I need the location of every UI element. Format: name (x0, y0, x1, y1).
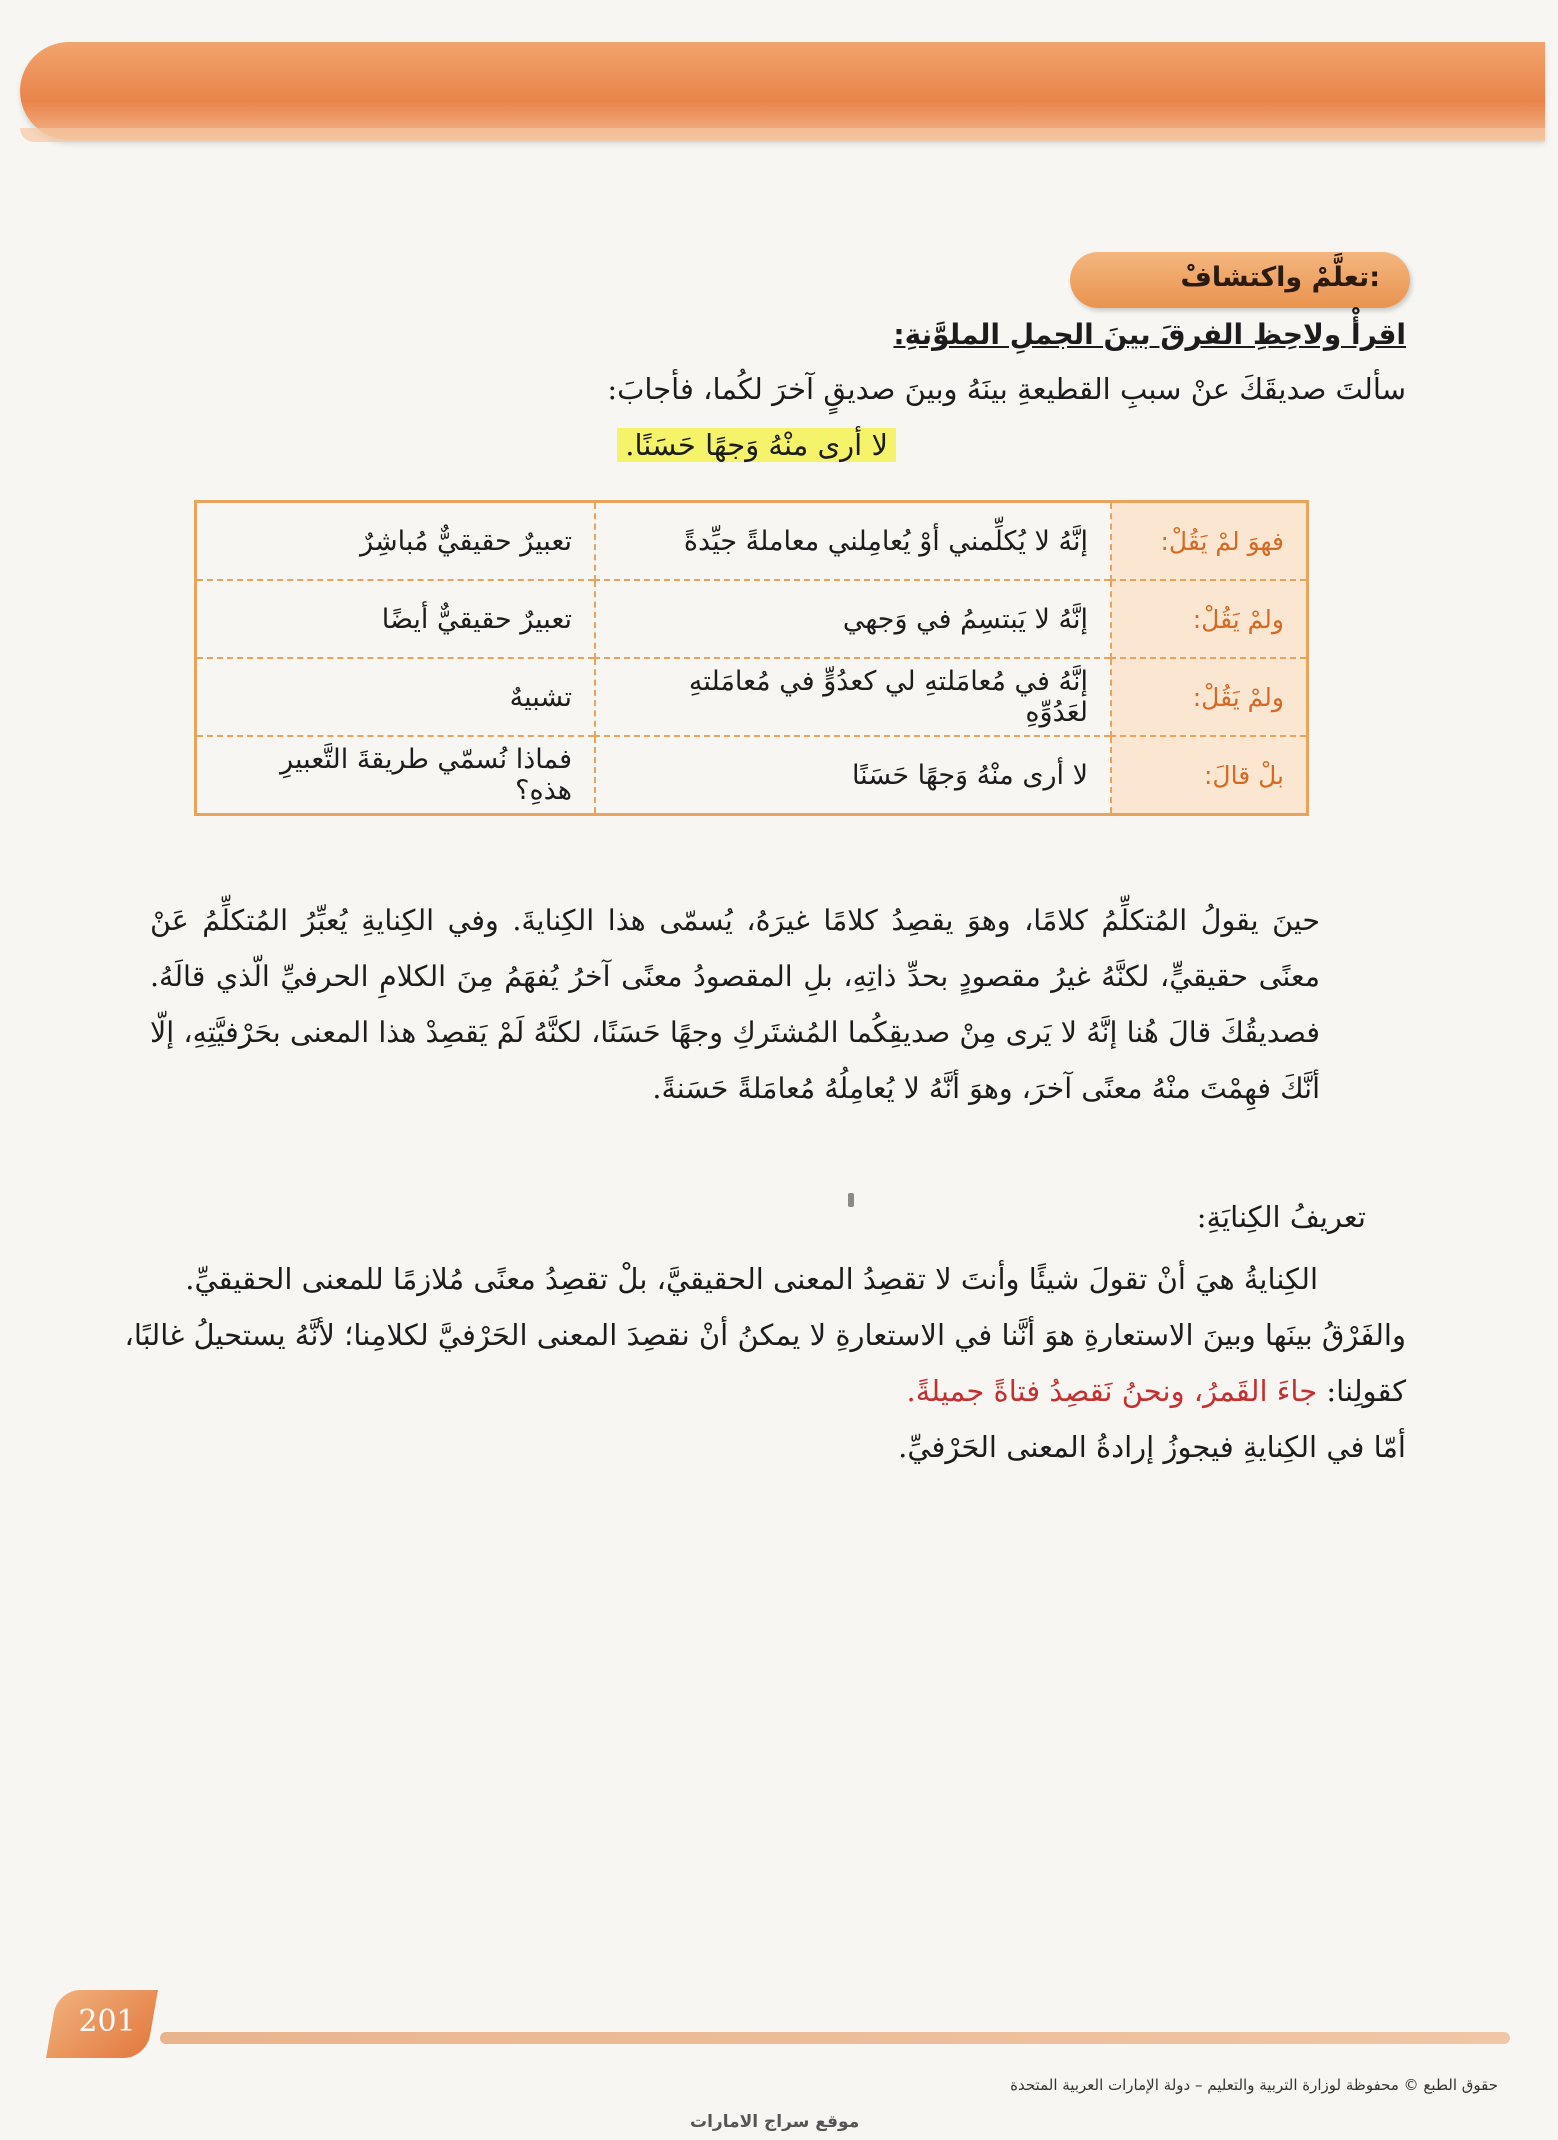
comparison-table (194, 500, 1309, 816)
example-prefix: كقولِنا: (1326, 1374, 1406, 1408)
row-label: ولمْ يَقُلْ: (1111, 658, 1308, 736)
site-name: موقع سراج الامارات (690, 2112, 860, 2132)
row-label: فهوَ لمْ يَقُلْ: (1111, 502, 1308, 581)
stray-mark (848, 1193, 854, 1207)
definition-line-4: أمّا في الكِنايةِ فيجوزُ إرادةُ المعنى الحَرْفيِّ. (898, 1430, 1406, 1464)
definition-line-1: الكِنايةُ هيَ أنْ تقولَ شيئًا وأنتَ لا تقصِدُ المعنى الحقيقيَّ، بلْ تقصِدُ معنًى مُلازمًا للمعنى الحقيقيِّ. (185, 1262, 1318, 1296)
intro-line: سألتَ صديقَكَ عنْ سببِ القطيعةِ بينَهُ وبينَ صديقٍ آخرَ لكُما، فأجابَ: (607, 372, 1406, 406)
row-type: تعبيرٌ حقيقيٌّ أيضًا (196, 580, 596, 658)
definition-example-line (907, 1374, 1407, 1408)
definition-line-2: والفَرْقُ بينَها وبينَ الاستعارةِ هوَ أنَّنا في الاستعارةِ لا يمكنُ أنْ نقصِدَ المعنى الحَرْفيَّ لكلامِنا؛ لأنَّهُ يستحيلُ غالبًا، (124, 1318, 1406, 1352)
row-type: تشبيهٌ (196, 658, 596, 736)
row-label: ولمْ يَقُلْ: (1111, 580, 1308, 658)
table-row (196, 580, 1308, 658)
page-number: 201 (78, 2004, 136, 2039)
definition-title: تعريفُ الكِنايَةِ: (1196, 1200, 1366, 1234)
row-label: بلْ قالَ: (1111, 736, 1308, 815)
highlighted-sentence: لا أرى منْهُ وَجهًا حَسَنًا. (617, 428, 896, 462)
copyright-text: حقوق الطبع © محفوظة لوزارة التربية والتعليم – دولة الإمارات العربية المتحدة (1010, 2076, 1498, 2094)
explanation-paragraph (150, 893, 1320, 1117)
intro-highlight-line (617, 428, 896, 462)
row-sentence: إنَّهُ لا يَبتسِمُ في وَجهي (595, 580, 1111, 658)
table-row (196, 502, 1308, 581)
row-sentence: إنَّهُ لا يُكلِّمني أوْ يُعامِلني معاملةً جيِّدةً (595, 502, 1111, 581)
instruction: اقرأْ ولاحِظِ الفرقَ بينَ الجملِ الملوَّنةِ: (893, 318, 1406, 351)
header-band (20, 42, 1545, 140)
row-type: فماذا نُسمّي طريقةَ التَّعبيرِ هذهِ؟ (196, 736, 596, 815)
row-type: تعبيرٌ حقيقيٌّ مُباشِرٌ (196, 502, 596, 581)
table-row (196, 658, 1308, 736)
header-band-shadow (20, 128, 1545, 142)
section-title: تعلَّمْ واكتشافْ: (1180, 262, 1380, 293)
example-sentence: جاءَ القَمرُ، ونحنُ نَقصِدُ فتاةً جميلةً. (906, 1374, 1318, 1408)
explanation-text: حينَ يقولُ المُتكلِّمُ كلامًا، وهوَ يقصِدُ كلامًا غيرَهُ، يُسمّى هذا الكِنايةَ. وفي الكِنايةِ يُعبِّرُ المُتكلِّمُ عَنْ معنًى حقيقيٍّ، لكنَّهُ غيرُ مقصودٍ بحدِّ ذاتِهِ، بلِ المقصودُ معنًى آخرُ يُفهَمُ مِنَ الكلامِ الحرفيِّ الّذي قالَهُ. فصديقُكَ قالَ هُنا إنَّهُ لا يَرى مِنْ صديقِكُما المُشتَركِ وجهًا حَسَنًا، لكنَّهُ لَمْ يَقصِدْ هذا المعنى بحَرْفيَّتِهِ، إلّا أنَّكَ فهِمْتَ منْهُ معنًى آخرَ، وهوَ أنَّهُ لا يُعامِلُهُ مُعامَلةً حَسَنةً. (150, 904, 1320, 1105)
table-row (196, 736, 1308, 815)
section-header (1070, 252, 1410, 308)
row-sentence: إنَّهُ في مُعامَلتهِ لي كعدُوٍّ في مُعامَلتهِ لعَدُوِّهِ (595, 658, 1111, 736)
footer-line (160, 2032, 1510, 2044)
row-sentence: لا أرى منْهُ وَجهًا حَسَنًا (595, 736, 1111, 815)
